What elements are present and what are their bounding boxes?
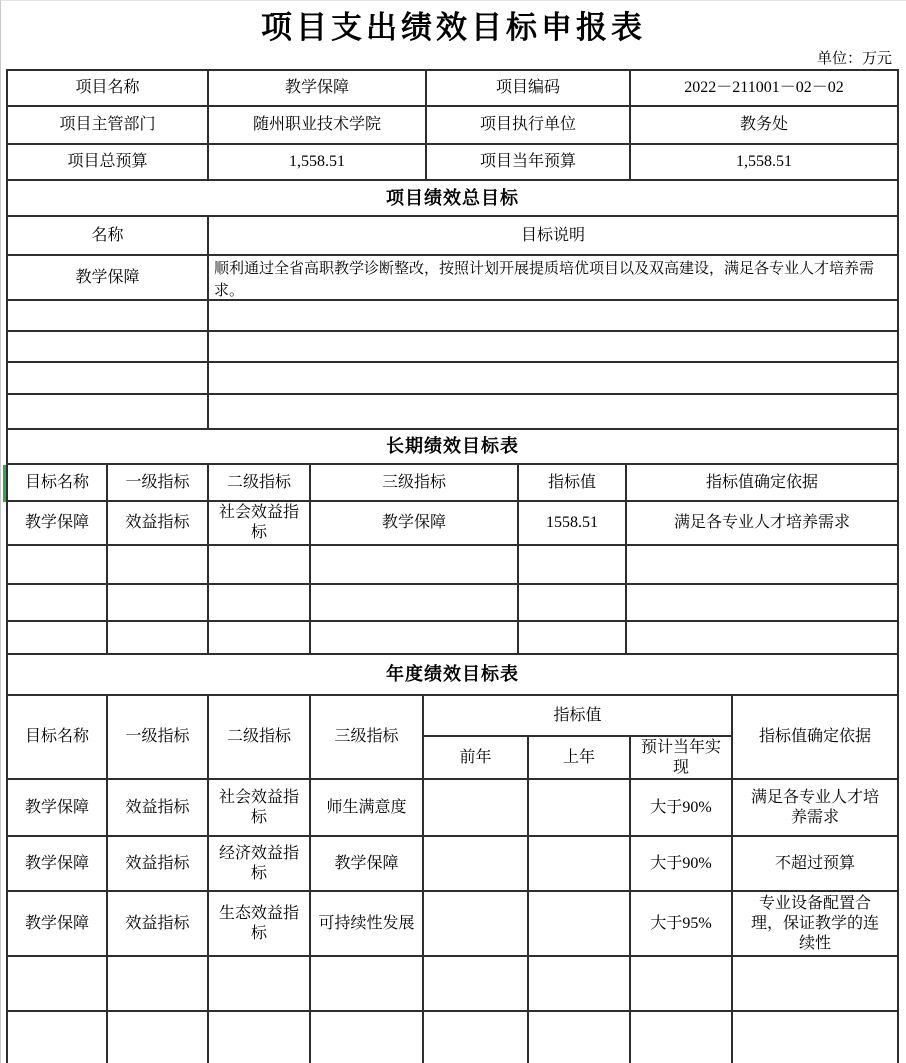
empty-cell: [519, 585, 625, 620]
annual-row-expected: 大于95%: [631, 892, 731, 955]
empty-cell: [733, 957, 897, 1010]
empty-cell: [209, 332, 897, 361]
longterm-header-level3: 三级指标: [311, 465, 517, 500]
empty-cell: [8, 395, 207, 428]
longterm-header-level1: 一级指标: [108, 465, 207, 500]
annual-row-level2: 生态效益指标: [209, 892, 309, 955]
annual-row-level1: 效益指标: [108, 780, 207, 835]
annual-row-prev-prev-year: [424, 780, 527, 835]
annual-row-prev-prev-year: [424, 837, 527, 890]
executing-unit-value: 教务处: [631, 107, 897, 143]
empty-cell: [108, 585, 207, 620]
annual-row-basis: 专业设备配置合理，保证教学的连续性: [733, 892, 897, 955]
longterm-header-value: 指标值: [519, 465, 625, 500]
empty-cell: [209, 622, 309, 653]
current-year-budget-label: 项目当年预算: [427, 145, 629, 179]
project-code-label: 项目编码: [427, 71, 629, 105]
empty-cell: [424, 957, 527, 1010]
annual-row-level3: 教学保障: [311, 837, 422, 890]
annual-row-level2: 经济效益指标: [209, 837, 309, 890]
empty-cell: [209, 957, 309, 1010]
empty-cell: [108, 622, 207, 653]
longterm-header-basis: 指标值确定依据: [627, 465, 897, 500]
overall-goal-name: 教学保障: [8, 256, 207, 299]
current-year-budget-value: 1,558.51: [631, 145, 897, 179]
overall-goal-description-header: 目标说明: [209, 217, 897, 254]
empty-cell: [209, 363, 897, 393]
annual-row-basis: 不超过预算: [733, 837, 897, 890]
empty-cell: [311, 546, 517, 583]
empty-cell: [209, 585, 309, 620]
annual-header-prev-prev-year: 前年: [424, 737, 527, 778]
annual-row-level1: 效益指标: [108, 892, 207, 955]
overall-goal-table: [6, 179, 899, 430]
empty-cell: [8, 1012, 106, 1063]
empty-cell: [627, 546, 897, 583]
executing-unit-label: 项目执行单位: [427, 107, 629, 143]
longterm-section-title: 长期绩效目标表: [8, 430, 897, 463]
empty-cell: [311, 585, 517, 620]
empty-cell: [733, 1012, 897, 1063]
annual-row-prev-year: [529, 780, 629, 835]
empty-cell: [209, 546, 309, 583]
annual-header-level2: 二级指标: [209, 696, 309, 778]
annual-header-level1: 一级指标: [108, 696, 207, 778]
annual-row-expected: 大于90%: [631, 837, 731, 890]
annual-row-level1: 效益指标: [108, 837, 207, 890]
empty-cell: [631, 957, 731, 1010]
empty-cell: [627, 585, 897, 620]
overall-goal-name-header: 名称: [8, 217, 207, 254]
project-name-label: 项目名称: [8, 71, 207, 105]
annual-row-prev-year: [529, 837, 629, 890]
annual-header-current-year-expected: 预计当年实现: [631, 737, 731, 778]
annual-row-basis: 满足各专业人才培养需求: [733, 780, 897, 835]
empty-cell: [8, 332, 207, 361]
empty-cell: [108, 546, 207, 583]
annual-row-prev-year: [529, 892, 629, 955]
empty-cell: [108, 957, 207, 1010]
empty-cell: [519, 622, 625, 653]
longterm-header-goal-name: 目标名称: [8, 465, 106, 500]
longterm-row-level1: 效益指标: [108, 502, 207, 544]
page-title: 项目支出绩效目标申报表: [261, 10, 646, 45]
empty-cell: [311, 622, 517, 653]
project-info-table: [6, 69, 899, 181]
annual-header-basis: 指标值确定依据: [733, 696, 897, 778]
annual-row-expected: 大于90%: [631, 780, 731, 835]
total-budget-label: 项目总预算: [8, 145, 207, 179]
overall-goal-section-title: 项目绩效总目标: [8, 181, 897, 215]
annual-row-goal-name: 教学保障: [8, 780, 106, 835]
annual-header-level3: 三级指标: [311, 696, 422, 778]
annual-row-goal-name: 教学保障: [8, 837, 106, 890]
competent-dept-value: 随州职业技术学院: [209, 107, 425, 143]
longterm-row-level3: 教学保障: [311, 502, 517, 544]
selection-indicator: [3, 465, 6, 502]
longterm-row-value: 1558.51: [519, 502, 625, 544]
total-budget-value: 1,558.51: [209, 145, 425, 179]
unit-note: 单位：万元: [816, 51, 892, 67]
longterm-row-basis: 满足各专业人才培养需求: [627, 502, 897, 544]
empty-cell: [108, 1012, 207, 1063]
empty-cell: [424, 1012, 527, 1063]
annual-row-level3: 师生满意度: [311, 780, 422, 835]
empty-cell: [8, 301, 207, 330]
annual-row-prev-prev-year: [424, 892, 527, 955]
empty-cell: [627, 622, 897, 653]
competent-dept-label: 项目主管部门: [8, 107, 207, 143]
longterm-goal-table: [6, 428, 899, 655]
annual-row-goal-name: 教学保障: [8, 892, 106, 955]
project-code-value: 2022－211001－02－02: [631, 71, 897, 105]
annual-section-title: 年度绩效目标表: [8, 655, 897, 694]
annual-header-prev-year: 上年: [529, 737, 629, 778]
empty-cell: [8, 585, 106, 620]
empty-cell: [209, 395, 897, 428]
annual-row-level2: 社会效益指标: [209, 780, 309, 835]
longterm-header-level2: 二级指标: [209, 465, 309, 500]
empty-cell: [209, 1012, 309, 1063]
annual-header-value-group: 指标值: [424, 696, 731, 735]
empty-cell: [209, 301, 897, 330]
annual-header-goal-name: 目标名称: [8, 696, 106, 778]
empty-cell: [8, 546, 106, 583]
empty-cell: [8, 622, 106, 653]
empty-cell: [8, 957, 106, 1010]
annual-row-level3: 可持续性发展: [311, 892, 422, 955]
empty-cell: [631, 1012, 731, 1063]
empty-cell: [311, 957, 422, 1010]
empty-cell: [8, 363, 207, 393]
empty-cell: [311, 1012, 422, 1063]
empty-cell: [529, 957, 629, 1010]
longterm-row-goal-name: 教学保障: [8, 502, 106, 544]
empty-cell: [529, 1012, 629, 1063]
empty-cell: [519, 546, 625, 583]
project-name-value: 教学保障: [209, 71, 425, 105]
overall-goal-description: 顺利通过全省高职教学诊断整改，按照计划开展提质培优项目以及双高建设，满足各专业人才培养需求。: [209, 256, 897, 299]
annual-goal-table: [6, 653, 899, 1063]
longterm-row-level2: 社会效益指标: [209, 502, 309, 544]
